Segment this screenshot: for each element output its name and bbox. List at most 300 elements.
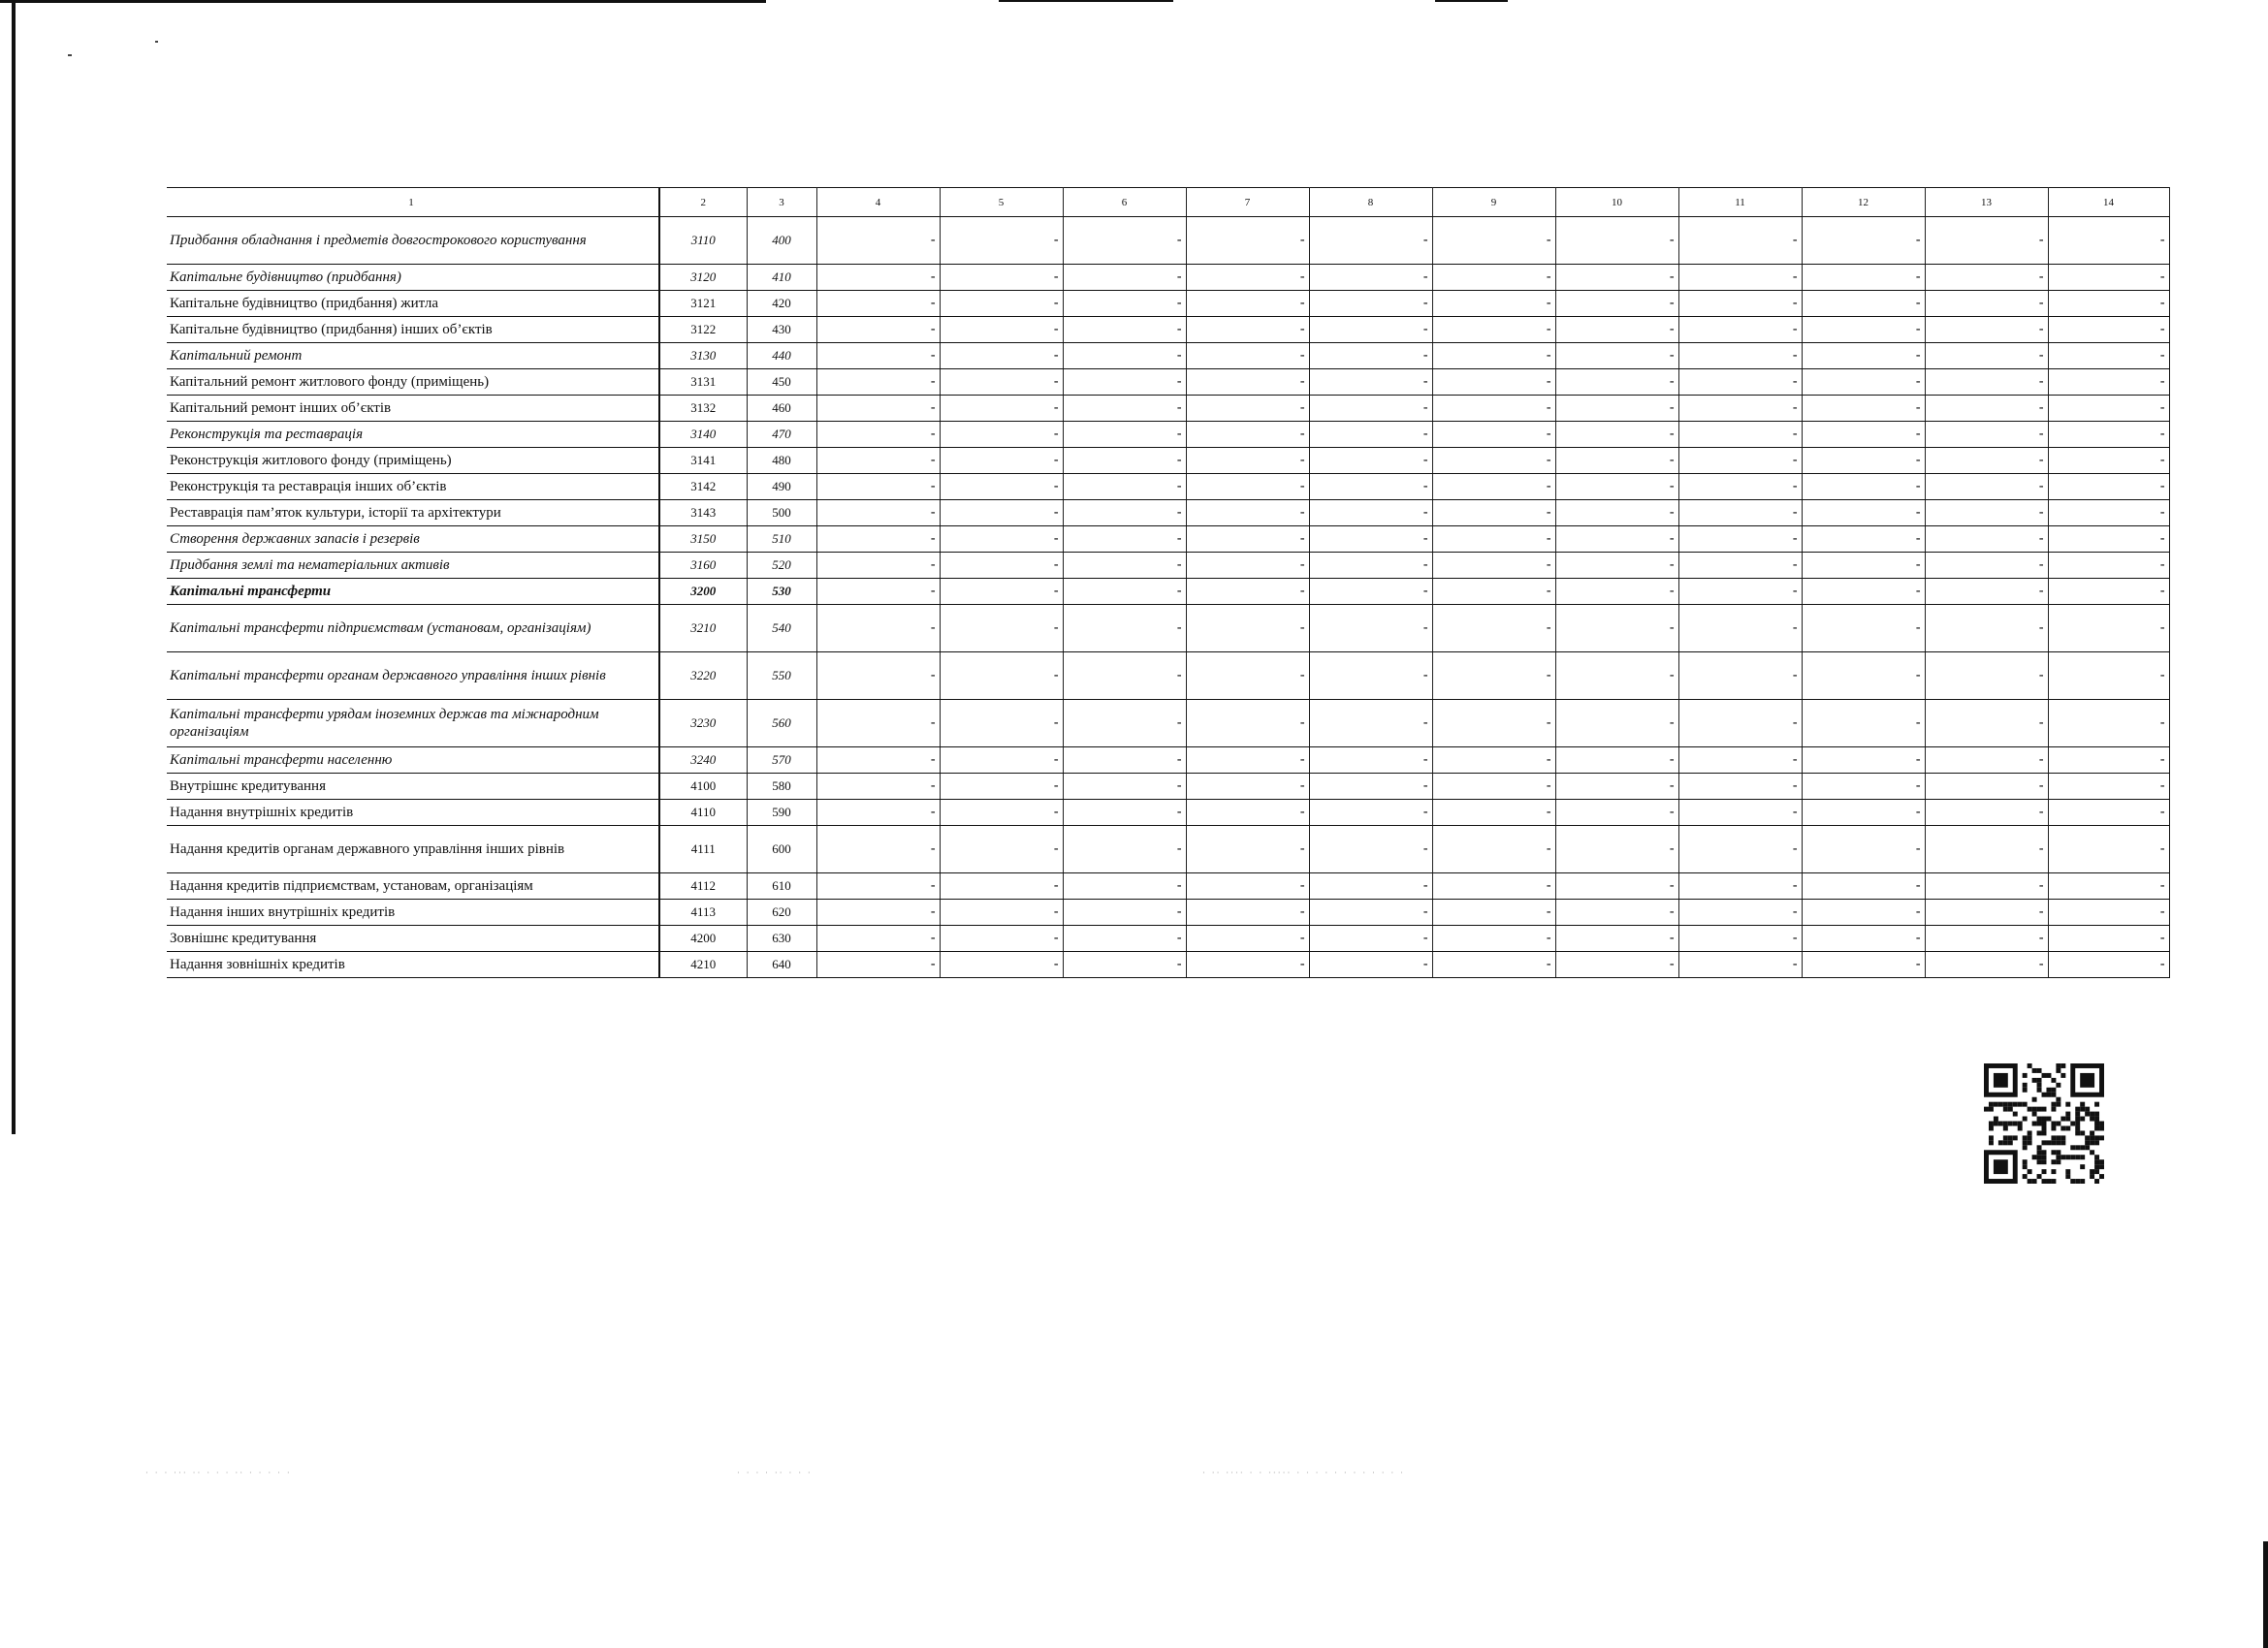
row-indicator-name: Капітальний ремонт житлового фонду (приміщень) — [167, 369, 659, 396]
row-kekv-code: 3121 — [659, 291, 747, 317]
table-row — [167, 774, 2169, 800]
table-row — [167, 369, 2169, 396]
row-value-cell: - — [1432, 500, 1555, 526]
row-value-cell: - — [816, 579, 940, 605]
row-value-cell: - — [940, 926, 1063, 952]
row-kekv-code: 4110 — [659, 800, 747, 826]
row-value-cell: - — [1802, 900, 1925, 926]
row-value-cell: - — [1925, 605, 2048, 652]
row-kekv-code: 4113 — [659, 900, 747, 926]
row-value-cell: - — [1925, 474, 2048, 500]
row-value-cell: - — [1432, 474, 1555, 500]
row-value-cell: - — [1432, 526, 1555, 553]
row-value-cell: - — [1925, 747, 2048, 774]
column-number-3: 3 — [747, 188, 816, 217]
row-kekv-code: 3200 — [659, 579, 747, 605]
row-value-cell: - — [2048, 926, 2169, 952]
row-value-cell: - — [1678, 526, 1802, 553]
row-kekv-code: 3132 — [659, 396, 747, 422]
faint-footer-text: · ·· ···· · · ····· · · · · · · · · · · · · — [1202, 1469, 1406, 1478]
column-number-row — [167, 188, 2169, 217]
row-value-cell: - — [1063, 747, 1186, 774]
row-value-cell: - — [816, 217, 940, 265]
row-value-cell: - — [1802, 926, 1925, 952]
row-value-cell: - — [1678, 700, 1802, 747]
row-value-cell: - — [1555, 900, 1678, 926]
row-line-code: 460 — [747, 396, 816, 422]
row-value-cell: - — [1555, 396, 1678, 422]
row-value-cell: - — [1678, 265, 1802, 291]
row-value-cell: - — [1802, 553, 1925, 579]
row-value-cell: - — [1432, 317, 1555, 343]
scan-mark — [999, 0, 1173, 2]
row-value-cell: - — [2048, 369, 2169, 396]
row-line-code: 450 — [747, 369, 816, 396]
row-value-cell: - — [1802, 448, 1925, 474]
row-line-code: 510 — [747, 526, 816, 553]
row-value-cell: - — [1678, 291, 1802, 317]
row-value-cell: - — [1309, 747, 1432, 774]
row-line-code: 540 — [747, 605, 816, 652]
row-value-cell: - — [940, 952, 1063, 978]
row-kekv-code: 4111 — [659, 826, 747, 873]
row-kekv-code: 3122 — [659, 317, 747, 343]
row-value-cell: - — [816, 700, 940, 747]
row-value-cell: - — [1802, 217, 1925, 265]
row-value-cell: - — [1309, 526, 1432, 553]
row-value-cell: - — [2048, 217, 2169, 265]
row-indicator-name: Надання інших внутрішніх кредитів — [167, 900, 659, 926]
faint-footer-text: · · · · ·· · · · — [737, 1469, 813, 1478]
row-value-cell: - — [1678, 553, 1802, 579]
row-value-cell: - — [1063, 396, 1186, 422]
row-indicator-name: Реконструкція та реставрація — [167, 422, 659, 448]
row-value-cell: - — [1432, 800, 1555, 826]
row-indicator-name: Внутрішнє кредитування — [167, 774, 659, 800]
row-value-cell: - — [1925, 291, 2048, 317]
row-line-code: 560 — [747, 700, 816, 747]
table-body — [167, 188, 2169, 978]
row-value-cell: - — [940, 422, 1063, 448]
row-value-cell: - — [2048, 422, 2169, 448]
row-indicator-name: Капітальний ремонт — [167, 343, 659, 369]
row-value-cell: - — [1309, 605, 1432, 652]
row-value-cell: - — [940, 526, 1063, 553]
row-value-cell: - — [1925, 826, 2048, 873]
row-value-cell: - — [1432, 774, 1555, 800]
row-indicator-name: Капітальне будівництво (придбання) житла — [167, 291, 659, 317]
row-value-cell: - — [1186, 952, 1309, 978]
row-value-cell: - — [1309, 800, 1432, 826]
row-value-cell: - — [816, 448, 940, 474]
row-value-cell: - — [1802, 422, 1925, 448]
row-value-cell: - — [940, 652, 1063, 700]
row-line-code: 420 — [747, 291, 816, 317]
row-value-cell: - — [2048, 500, 2169, 526]
row-value-cell: - — [816, 747, 940, 774]
table-row — [167, 500, 2169, 526]
row-value-cell: - — [1678, 926, 1802, 952]
row-value-cell: - — [1678, 605, 1802, 652]
row-indicator-name: Надання внутрішніх кредитів — [167, 800, 659, 826]
row-value-cell: - — [1678, 217, 1802, 265]
row-indicator-name: Надання кредитів органам державного управління інших рівнів — [167, 826, 659, 873]
row-indicator-name: Надання кредитів підприємствам, установам, організаціям — [167, 873, 659, 900]
row-value-cell: - — [1555, 700, 1678, 747]
row-value-cell: - — [1555, 422, 1678, 448]
row-value-cell: - — [1186, 747, 1309, 774]
row-indicator-name: Капітальні трансферти підприємствам (установам, організаціям) — [167, 605, 659, 652]
row-value-cell: - — [1063, 526, 1186, 553]
row-value-cell: - — [1802, 652, 1925, 700]
row-value-cell: - — [940, 317, 1063, 343]
table-row — [167, 579, 2169, 605]
row-value-cell: - — [1432, 369, 1555, 396]
row-indicator-name: Реконструкція житлового фонду (приміщень) — [167, 448, 659, 474]
row-value-cell: - — [1678, 422, 1802, 448]
table-row — [167, 900, 2169, 926]
row-value-cell: - — [2048, 873, 2169, 900]
row-value-cell: - — [1678, 396, 1802, 422]
row-value-cell: - — [940, 826, 1063, 873]
row-value-cell: - — [816, 265, 940, 291]
row-value-cell: - — [1802, 800, 1925, 826]
row-value-cell: - — [1432, 652, 1555, 700]
table-row — [167, 422, 2169, 448]
row-kekv-code: 3220 — [659, 652, 747, 700]
row-value-cell: - — [1432, 747, 1555, 774]
row-line-code: 620 — [747, 900, 816, 926]
table-row — [167, 873, 2169, 900]
row-value-cell: - — [2048, 952, 2169, 978]
row-value-cell: - — [1063, 873, 1186, 900]
row-value-cell: - — [940, 448, 1063, 474]
row-value-cell: - — [2048, 343, 2169, 369]
scan-border-top — [0, 0, 766, 3]
row-value-cell: - — [1925, 369, 2048, 396]
row-indicator-name: Придбання обладнання і предметів довгострокового користування — [167, 217, 659, 265]
row-value-cell: - — [940, 553, 1063, 579]
row-value-cell: - — [1063, 448, 1186, 474]
row-value-cell: - — [940, 747, 1063, 774]
row-indicator-name: Створення державних запасів і резервів — [167, 526, 659, 553]
row-value-cell: - — [1309, 926, 1432, 952]
table-row — [167, 217, 2169, 265]
row-value-cell: - — [1063, 826, 1186, 873]
row-line-code: 640 — [747, 952, 816, 978]
row-indicator-name: Капітальне будівництво (придбання) — [167, 265, 659, 291]
row-value-cell: - — [1063, 265, 1186, 291]
row-value-cell: - — [940, 396, 1063, 422]
row-indicator-name: Надання зовнішніх кредитів — [167, 952, 659, 978]
row-value-cell: - — [816, 553, 940, 579]
row-kekv-code: 4200 — [659, 926, 747, 952]
row-value-cell: - — [1678, 800, 1802, 826]
column-number-6: 6 — [1063, 188, 1186, 217]
row-line-code: 610 — [747, 873, 816, 900]
row-value-cell: - — [1186, 422, 1309, 448]
row-value-cell: - — [1432, 826, 1555, 873]
table-row — [167, 474, 2169, 500]
row-kekv-code: 4210 — [659, 952, 747, 978]
row-value-cell: - — [1063, 652, 1186, 700]
row-value-cell: - — [1802, 396, 1925, 422]
row-value-cell: - — [1309, 217, 1432, 265]
row-value-cell: - — [940, 873, 1063, 900]
row-value-cell: - — [2048, 265, 2169, 291]
row-line-code: 440 — [747, 343, 816, 369]
row-value-cell: - — [1186, 553, 1309, 579]
row-value-cell: - — [1678, 448, 1802, 474]
qr-code-icon — [1984, 1063, 2104, 1184]
row-kekv-code: 3141 — [659, 448, 747, 474]
row-value-cell: - — [940, 369, 1063, 396]
column-number-10: 10 — [1555, 188, 1678, 217]
row-value-cell: - — [940, 500, 1063, 526]
row-value-cell: - — [1678, 579, 1802, 605]
row-indicator-name: Реконструкція та реставрація інших об’єктів — [167, 474, 659, 500]
row-value-cell: - — [816, 926, 940, 952]
row-line-code: 590 — [747, 800, 816, 826]
row-line-code: 550 — [747, 652, 816, 700]
row-kekv-code: 4112 — [659, 873, 747, 900]
row-value-cell: - — [1063, 217, 1186, 265]
row-value-cell: - — [1555, 652, 1678, 700]
row-value-cell: - — [1432, 700, 1555, 747]
row-kekv-code: 3120 — [659, 265, 747, 291]
row-value-cell: - — [940, 217, 1063, 265]
row-value-cell: - — [1555, 343, 1678, 369]
table-row — [167, 526, 2169, 553]
row-value-cell: - — [1802, 747, 1925, 774]
row-value-cell: - — [1555, 952, 1678, 978]
column-number-14: 14 — [2048, 188, 2169, 217]
row-value-cell: - — [940, 605, 1063, 652]
row-value-cell: - — [2048, 396, 2169, 422]
row-value-cell: - — [1309, 396, 1432, 422]
row-kekv-code: 3140 — [659, 422, 747, 448]
row-value-cell: - — [1432, 265, 1555, 291]
row-value-cell: - — [1678, 369, 1802, 396]
row-value-cell: - — [1925, 700, 2048, 747]
row-value-cell: - — [1678, 900, 1802, 926]
row-value-cell: - — [1802, 952, 1925, 978]
row-indicator-name: Капітальне будівництво (придбання) інших об’єктів — [167, 317, 659, 343]
row-value-cell: - — [816, 422, 940, 448]
row-value-cell: - — [1063, 579, 1186, 605]
row-value-cell: - — [1309, 317, 1432, 343]
column-number-5: 5 — [940, 188, 1063, 217]
row-value-cell: - — [1432, 291, 1555, 317]
row-value-cell: - — [1309, 369, 1432, 396]
row-value-cell: - — [1063, 343, 1186, 369]
row-value-cell: - — [1432, 605, 1555, 652]
row-value-cell: - — [1925, 317, 2048, 343]
row-value-cell: - — [1063, 553, 1186, 579]
row-value-cell: - — [1309, 448, 1432, 474]
row-value-cell: - — [1802, 369, 1925, 396]
row-value-cell: - — [2048, 448, 2169, 474]
row-value-cell: - — [1925, 800, 2048, 826]
row-value-cell: - — [1555, 474, 1678, 500]
row-value-cell: - — [816, 873, 940, 900]
row-value-cell: - — [1555, 448, 1678, 474]
row-value-cell: - — [1925, 265, 2048, 291]
row-value-cell: - — [940, 474, 1063, 500]
row-value-cell: - — [2048, 291, 2169, 317]
row-value-cell: - — [1063, 500, 1186, 526]
row-value-cell: - — [1925, 422, 2048, 448]
row-value-cell: - — [1555, 526, 1678, 553]
row-value-cell: - — [1063, 952, 1186, 978]
row-line-code: 570 — [747, 747, 816, 774]
row-value-cell: - — [2048, 526, 2169, 553]
row-value-cell: - — [1432, 952, 1555, 978]
row-kekv-code: 3143 — [659, 500, 747, 526]
scan-border-left — [12, 0, 16, 1134]
row-value-cell: - — [1678, 952, 1802, 978]
row-value-cell: - — [1802, 579, 1925, 605]
row-value-cell: - — [1432, 900, 1555, 926]
row-indicator-name: Капітальні трансферти — [167, 579, 659, 605]
row-value-cell: - — [1186, 396, 1309, 422]
row-value-cell: - — [1925, 217, 2048, 265]
row-value-cell: - — [2048, 900, 2169, 926]
row-value-cell: - — [1925, 873, 2048, 900]
row-line-code: 630 — [747, 926, 816, 952]
row-value-cell: - — [816, 900, 940, 926]
row-line-code: 500 — [747, 500, 816, 526]
row-value-cell: - — [1309, 873, 1432, 900]
row-value-cell: - — [1555, 873, 1678, 900]
row-kekv-code: 3131 — [659, 369, 747, 396]
row-value-cell: - — [816, 369, 940, 396]
row-value-cell: - — [1432, 579, 1555, 605]
row-value-cell: - — [1432, 553, 1555, 579]
row-value-cell: - — [1186, 800, 1309, 826]
row-value-cell: - — [940, 291, 1063, 317]
row-line-code: 530 — [747, 579, 816, 605]
row-value-cell: - — [1432, 396, 1555, 422]
table-row — [167, 747, 2169, 774]
row-value-cell: - — [1925, 526, 2048, 553]
row-value-cell: - — [1555, 926, 1678, 952]
row-line-code: 490 — [747, 474, 816, 500]
row-value-cell: - — [940, 579, 1063, 605]
row-value-cell: - — [1802, 474, 1925, 500]
row-value-cell: - — [1063, 700, 1186, 747]
row-kekv-code: 3240 — [659, 747, 747, 774]
row-value-cell: - — [816, 774, 940, 800]
row-value-cell: - — [1555, 774, 1678, 800]
row-value-cell: - — [1925, 952, 2048, 978]
row-value-cell: - — [1432, 873, 1555, 900]
row-value-cell: - — [1309, 422, 1432, 448]
row-value-cell: - — [1555, 579, 1678, 605]
row-value-cell: - — [1925, 926, 2048, 952]
row-value-cell: - — [1555, 553, 1678, 579]
row-value-cell: - — [1063, 900, 1186, 926]
row-value-cell: - — [1309, 265, 1432, 291]
row-value-cell: - — [940, 700, 1063, 747]
row-value-cell: - — [2048, 700, 2169, 747]
row-kekv-code: 4100 — [659, 774, 747, 800]
table-row — [167, 265, 2169, 291]
row-value-cell: - — [1186, 774, 1309, 800]
row-value-cell: - — [1802, 700, 1925, 747]
table-row — [167, 952, 2169, 978]
column-number-8: 8 — [1309, 188, 1432, 217]
table-row — [167, 652, 2169, 700]
row-value-cell: - — [1925, 500, 2048, 526]
row-line-code: 410 — [747, 265, 816, 291]
row-value-cell: - — [1186, 448, 1309, 474]
column-number-4: 4 — [816, 188, 940, 217]
row-line-code: 480 — [747, 448, 816, 474]
row-value-cell: - — [816, 396, 940, 422]
row-value-cell: - — [1186, 700, 1309, 747]
row-value-cell: - — [816, 826, 940, 873]
financial-report-table — [167, 187, 2170, 978]
table-row — [167, 926, 2169, 952]
row-value-cell: - — [1186, 291, 1309, 317]
row-value-cell: - — [1432, 448, 1555, 474]
row-value-cell: - — [1925, 396, 2048, 422]
row-value-cell: - — [2048, 826, 2169, 873]
row-value-cell: - — [1925, 652, 2048, 700]
row-line-code: 600 — [747, 826, 816, 873]
table-row — [167, 343, 2169, 369]
row-value-cell: - — [1925, 343, 2048, 369]
row-value-cell: - — [1555, 291, 1678, 317]
row-value-cell: - — [816, 500, 940, 526]
row-value-cell: - — [816, 605, 940, 652]
row-value-cell: - — [940, 900, 1063, 926]
row-value-cell: - — [1678, 873, 1802, 900]
column-number-9: 9 — [1432, 188, 1555, 217]
row-value-cell: - — [816, 652, 940, 700]
row-value-cell: - — [1063, 800, 1186, 826]
table-row — [167, 448, 2169, 474]
faint-footer-text: · · · ··· ·· · · · ·· · · · · · — [145, 1469, 292, 1478]
row-value-cell: - — [1309, 500, 1432, 526]
row-indicator-name: Зовнішнє кредитування — [167, 926, 659, 952]
row-value-cell: - — [1309, 774, 1432, 800]
row-value-cell: - — [1186, 526, 1309, 553]
row-kekv-code: 3110 — [659, 217, 747, 265]
row-value-cell: - — [1309, 474, 1432, 500]
row-value-cell: - — [1678, 474, 1802, 500]
column-number-11: 11 — [1678, 188, 1802, 217]
row-value-cell: - — [940, 774, 1063, 800]
row-line-code: 430 — [747, 317, 816, 343]
table-row — [167, 317, 2169, 343]
row-value-cell: - — [1802, 500, 1925, 526]
row-value-cell: - — [816, 526, 940, 553]
row-indicator-name: Капітальні трансферти населенню — [167, 747, 659, 774]
row-value-cell: - — [1555, 826, 1678, 873]
row-indicator-name: Капітальні трансферти урядам іноземних держав та міжнародним організаціям — [167, 700, 659, 747]
row-value-cell: - — [1186, 826, 1309, 873]
column-number-13: 13 — [1925, 188, 2048, 217]
table-row — [167, 826, 2169, 873]
row-value-cell: - — [940, 343, 1063, 369]
row-value-cell: - — [1925, 448, 2048, 474]
row-value-cell: - — [1555, 265, 1678, 291]
row-value-cell: - — [816, 800, 940, 826]
scan-speck — [68, 54, 72, 56]
table-row — [167, 800, 2169, 826]
